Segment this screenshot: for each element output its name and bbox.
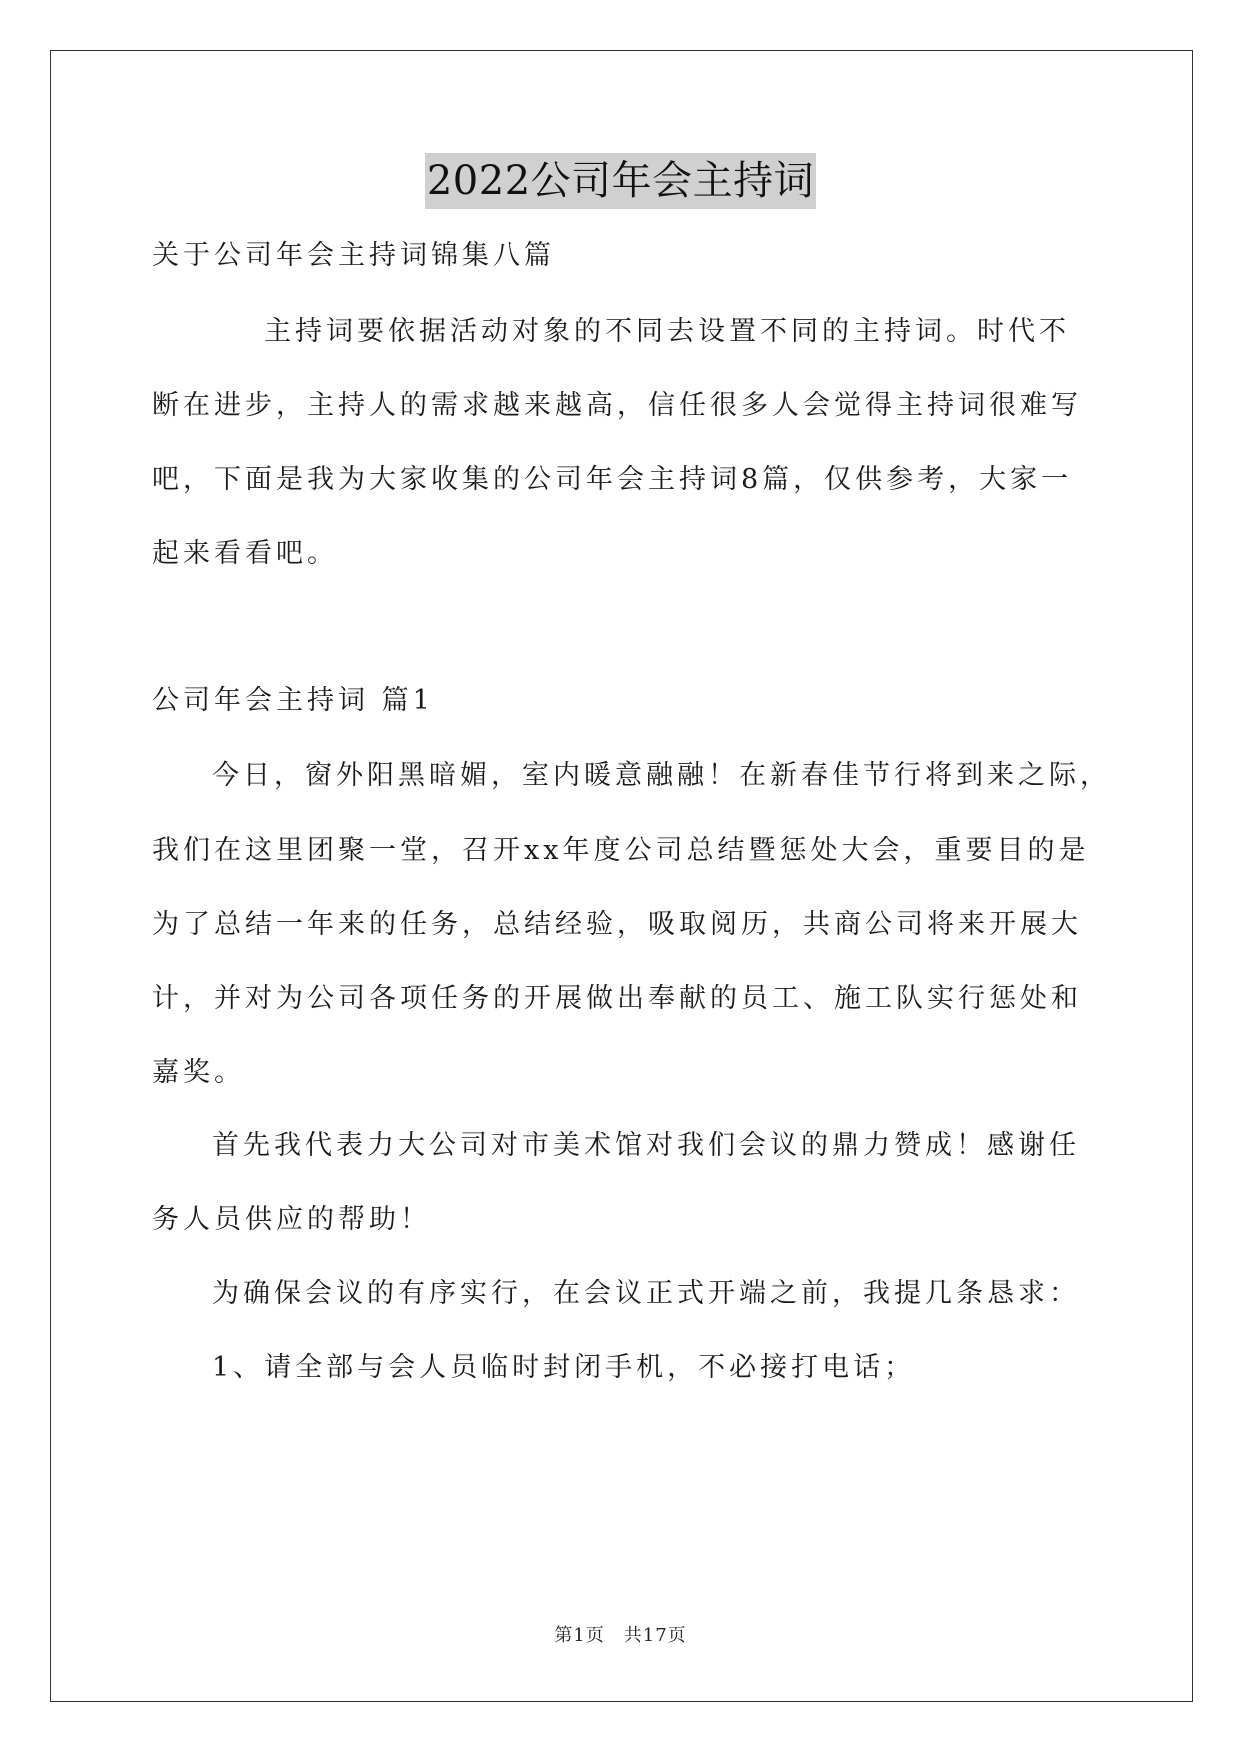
intro-line-1: 主持词要依据活动对象的不同去设置不同的主持词。时代不 — [264, 316, 1070, 347]
intro-line-2: 断在进步，主持人的需求越来越高，信任很多人会觉得主持词很难写 — [152, 390, 1082, 421]
document-subtitle: 关于公司年会主持词锦集八篇 — [152, 240, 555, 271]
paragraph-2-line-2: 务人员供应的帮助！ — [152, 1204, 431, 1235]
paragraph-2-line-1: 首先我代表力大公司对市美术馆对我们会议的鼎力赞成！感谢任 — [212, 1130, 1080, 1161]
paragraph-3: 为确保会议的有序实行，在会议正式开端之前，我提几条恳求： — [212, 1278, 1080, 1309]
page-footer: 第1页 共17页 — [554, 1625, 687, 1646]
paragraph-1-line-1: 今日，窗外阳黑暗媚，室内暖意融融！在新春佳节行将到来之际， — [212, 760, 1111, 791]
paragraph-1-line-2: 我们在这里团聚一堂，召开xx年度公司总结暨惩处大会，重要目的是 — [152, 835, 1090, 866]
paragraph-1-line-5: 嘉奖。 — [152, 1057, 245, 1088]
paragraph-1-line-3: 为了总结一年来的任务，总结经验，吸取阅历，共商公司将来开展大 — [152, 909, 1082, 940]
page-border — [50, 50, 1193, 1702]
document-title: 2022公司年会主持词 — [425, 153, 816, 209]
section-heading: 公司年会主持词 篇1 — [152, 685, 434, 716]
intro-line-3: 吧，下面是我为大家收集的公司年会主持词8篇，仅供参考，大家一 — [152, 464, 1073, 495]
title-container — [0, 153, 1241, 209]
intro-line-4: 起来看看吧。 — [152, 538, 338, 569]
paragraph-1-line-4: 计，并对为公司各项任务的开展做出奉献的员工、施工队实行惩处和 — [152, 983, 1082, 1014]
list-item-1: 1、请全部与会人员临时封闭手机，不必接打电话； — [212, 1352, 916, 1383]
